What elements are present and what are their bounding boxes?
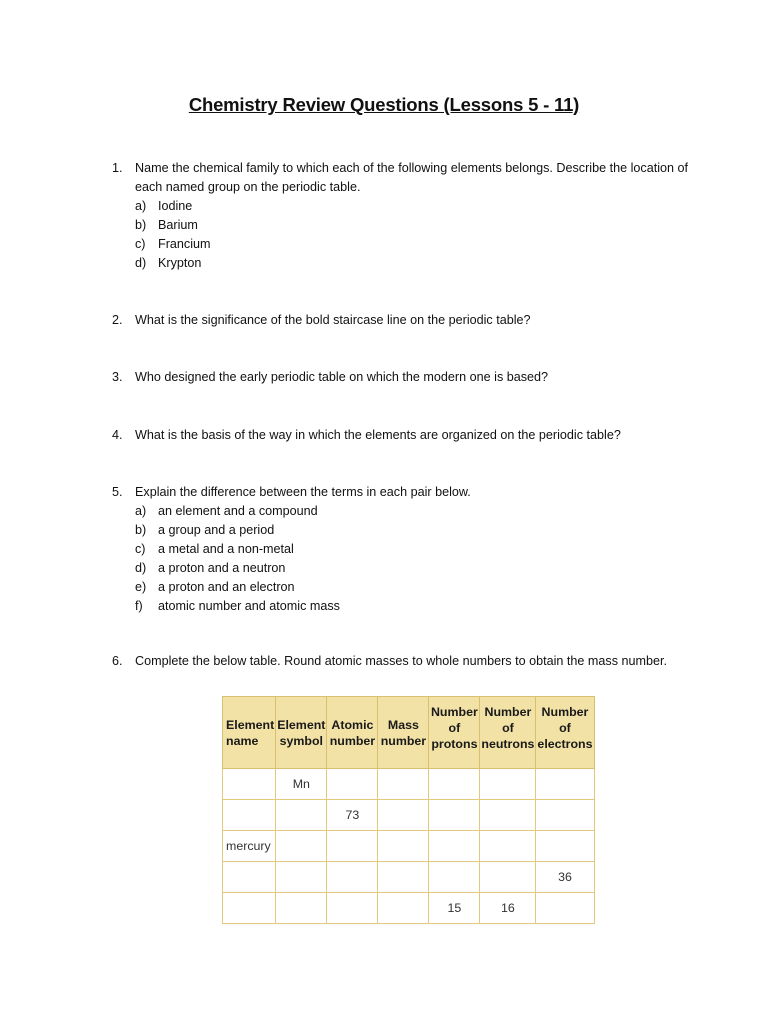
table-cell[interactable] bbox=[536, 769, 594, 800]
table-cell[interactable] bbox=[429, 769, 480, 800]
header-atomic-number: Atomic number bbox=[327, 697, 378, 769]
table-header-row bbox=[223, 697, 595, 769]
table-cell[interactable] bbox=[327, 831, 378, 862]
sub-item-text: a proton and an electron bbox=[158, 580, 295, 594]
header-element-name: Element name bbox=[223, 697, 276, 769]
question-text: Who designed the early periodic table on which the modern one is based? bbox=[135, 370, 549, 384]
table-cell[interactable] bbox=[276, 831, 327, 862]
question-number: 1. bbox=[112, 161, 123, 175]
table-cell[interactable]: 73 bbox=[327, 800, 378, 831]
sub-item bbox=[135, 521, 692, 540]
sub-item bbox=[135, 216, 692, 235]
sub-item-text: Francium bbox=[158, 237, 211, 251]
table-cell[interactable] bbox=[429, 800, 480, 831]
sub-item-letter: a) bbox=[135, 199, 147, 213]
table-cell[interactable] bbox=[223, 800, 276, 831]
question-3 bbox=[112, 368, 692, 387]
table-cell[interactable]: 16 bbox=[480, 893, 536, 924]
table-cell[interactable]: 15 bbox=[429, 893, 480, 924]
element-table bbox=[222, 696, 595, 924]
table-cell[interactable] bbox=[327, 893, 378, 924]
sub-item-text: Barium bbox=[158, 218, 198, 232]
header-neutrons: Number of neutrons bbox=[480, 697, 536, 769]
sub-item-letter: b) bbox=[135, 218, 147, 232]
table-cell[interactable] bbox=[536, 831, 594, 862]
question-text: What is the basis of the way in which the elements are organized on the periodic table? bbox=[135, 428, 621, 442]
table-cell[interactable] bbox=[536, 893, 594, 924]
question-number: 2. bbox=[112, 313, 123, 327]
sub-item-letter: b) bbox=[135, 523, 147, 537]
question-6 bbox=[112, 652, 692, 671]
header-protons: Number of protons bbox=[429, 697, 480, 769]
sub-item bbox=[135, 235, 692, 254]
sub-item-text: Krypton bbox=[158, 256, 202, 270]
table-row bbox=[223, 769, 595, 800]
question-text: Name the chemical family to which each of the following elements belongs. Describe the location of each named group on the periodic table. bbox=[135, 161, 689, 194]
table-cell[interactable] bbox=[223, 893, 276, 924]
sub-item bbox=[135, 559, 692, 578]
question-4 bbox=[112, 426, 692, 445]
table-cell[interactable]: Mn bbox=[276, 769, 327, 800]
question-number: 3. bbox=[112, 370, 123, 384]
sub-item-letter: d) bbox=[135, 256, 147, 270]
question-1 bbox=[112, 159, 692, 273]
question-number: 4. bbox=[112, 428, 123, 442]
table-cell[interactable] bbox=[327, 862, 378, 893]
table-row bbox=[223, 862, 595, 893]
question-number: 6. bbox=[112, 654, 123, 668]
table-cell[interactable] bbox=[223, 769, 276, 800]
table-cell[interactable] bbox=[276, 800, 327, 831]
table-cell[interactable] bbox=[378, 862, 429, 893]
table-cell[interactable] bbox=[276, 862, 327, 893]
header-element-symbol: Element symbol bbox=[276, 697, 327, 769]
sub-item-letter: c) bbox=[135, 542, 146, 556]
sub-item-letter: a) bbox=[135, 504, 147, 518]
table-row bbox=[223, 831, 595, 862]
sub-item-letter: d) bbox=[135, 561, 147, 575]
sub-item-text: a group and a period bbox=[158, 523, 275, 537]
table-cell[interactable] bbox=[480, 862, 536, 893]
sub-item-letter: c) bbox=[135, 237, 146, 251]
header-mass-number: Mass number bbox=[378, 697, 429, 769]
table-cell[interactable] bbox=[480, 800, 536, 831]
sub-item bbox=[135, 578, 692, 597]
question-number: 5. bbox=[112, 485, 123, 499]
sub-item bbox=[135, 502, 692, 521]
table-cell[interactable]: 36 bbox=[536, 862, 594, 893]
header-electrons: Number of electrons bbox=[536, 697, 594, 769]
sub-item-text: atomic number and atomic mass bbox=[158, 599, 340, 613]
table-row bbox=[223, 893, 595, 924]
table-cell[interactable] bbox=[378, 831, 429, 862]
sub-item-text: an element and a compound bbox=[158, 504, 318, 518]
table-row bbox=[223, 800, 595, 831]
sub-item-text: a metal and a non-metal bbox=[158, 542, 294, 556]
table-cell[interactable] bbox=[429, 831, 480, 862]
table-cell[interactable] bbox=[480, 769, 536, 800]
table-cell[interactable] bbox=[223, 862, 276, 893]
page-title: Chemistry Review Questions (Lessons 5 - 11) bbox=[188, 94, 580, 115]
question-5 bbox=[112, 483, 692, 616]
table-cell[interactable] bbox=[429, 862, 480, 893]
sub-item bbox=[135, 197, 692, 216]
table-cell[interactable] bbox=[276, 893, 327, 924]
sub-item bbox=[135, 254, 692, 273]
question-text: What is the significance of the bold staircase line on the periodic table? bbox=[135, 313, 531, 327]
table-cell[interactable] bbox=[378, 893, 429, 924]
question-2 bbox=[112, 311, 692, 330]
table-cell[interactable] bbox=[536, 800, 594, 831]
sub-item-text: Iodine bbox=[158, 199, 193, 213]
table-cell[interactable] bbox=[327, 769, 378, 800]
sub-item-letter: e) bbox=[135, 580, 147, 594]
sub-item bbox=[135, 597, 692, 616]
question-text: Explain the difference between the terms in each pair below. bbox=[135, 485, 471, 499]
table-cell[interactable] bbox=[378, 800, 429, 831]
table-cell[interactable]: mercury bbox=[223, 831, 276, 862]
sub-item-text: a proton and a neutron bbox=[158, 561, 286, 575]
sub-item bbox=[135, 540, 692, 559]
question-text: Complete the below table. Round atomic masses to whole numbers to obtain the mass number. bbox=[135, 654, 668, 668]
table-cell[interactable] bbox=[378, 769, 429, 800]
table-cell[interactable] bbox=[480, 831, 536, 862]
sub-item-letter: f) bbox=[135, 599, 143, 613]
